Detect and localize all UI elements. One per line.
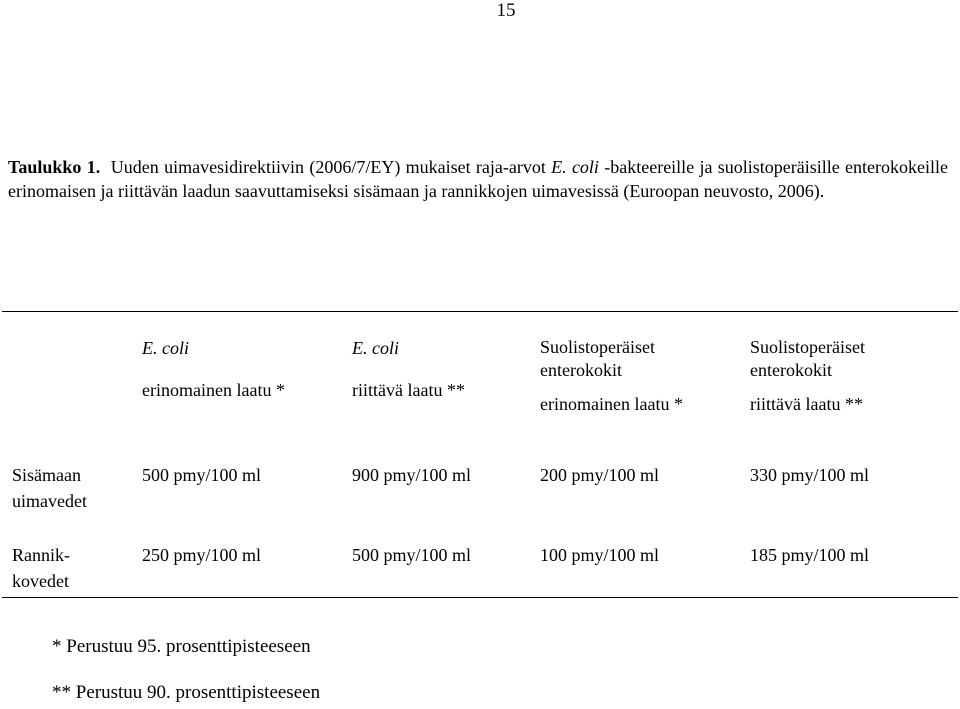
table-cell: 185 pmy/100 ml [750,545,870,565]
table-cell: 900 pmy/100 ml [352,465,472,485]
caption-label: Taulukko 1. [8,157,101,177]
footnote-95-percentile: * Perustuu 95. prosenttipisteeseen [52,636,311,657]
header-cell-ecoli-excellent [138,312,348,462]
caption-text-start: Uuden uimavesidirektiivin (2006/7/EY) mukaiset raja-arvot [110,157,552,177]
header-organism-line2: enterokokit [750,360,832,380]
limits-table-container [2,311,958,598]
row-label-line1: Sisämaan [12,465,81,485]
table-caption [8,155,948,203]
header-organism: Suolistoperäiset [540,337,655,357]
header-organism: Suolistoperäiset [750,337,865,357]
row-label-coastal [2,542,138,599]
row-label-line2: kovedet [12,571,69,591]
page-number: 15 [496,0,516,21]
limits-table [2,312,958,599]
header-quality: erinomainen laatu * [142,380,285,400]
row-label-line1: Rannik- [12,545,70,565]
caption-italic-organism: E. coli [551,157,599,177]
header-quality: riittävä laatu ** [352,380,465,400]
header-cell-enterococci-excellent [536,312,746,462]
table-row-inland [2,462,958,542]
header-corner-cell [2,312,138,462]
header-organism: E. coli [352,338,399,358]
table-cell: 500 pmy/100 ml [352,545,472,565]
header-quality: riittävä laatu ** [750,394,863,414]
caption-text-end: -bakteereille ja suolistoperäisille enterokokeille erinomaisen ja riittävän laadun saavuttamiseksi sisämaan ja rannikkojen uimavesissä (Euroopan neuvosto, 2006). [8,157,948,201]
header-quality: erinomainen laatu * [540,394,683,414]
header-cell-ecoli-sufficient [348,312,536,462]
footnote-90-percentile: ** Perustuu 90. prosenttipisteeseen [52,682,321,703]
table-cell: 500 pmy/100 ml [142,465,262,485]
table-cell: 330 pmy/100 ml [750,465,870,485]
row-label-inland [2,462,138,542]
header-organism: E. coli [142,338,189,358]
table-cell: 200 pmy/100 ml [540,465,660,485]
row-label-line2: uimavedet [12,491,87,511]
header-cell-enterococci-sufficient [746,312,958,462]
table-cell: 250 pmy/100 ml [142,545,262,565]
table-header-row [2,312,958,462]
table-row-coastal [2,542,958,599]
header-organism-line2: enterokokit [540,360,622,380]
table-cell: 100 pmy/100 ml [540,545,660,565]
